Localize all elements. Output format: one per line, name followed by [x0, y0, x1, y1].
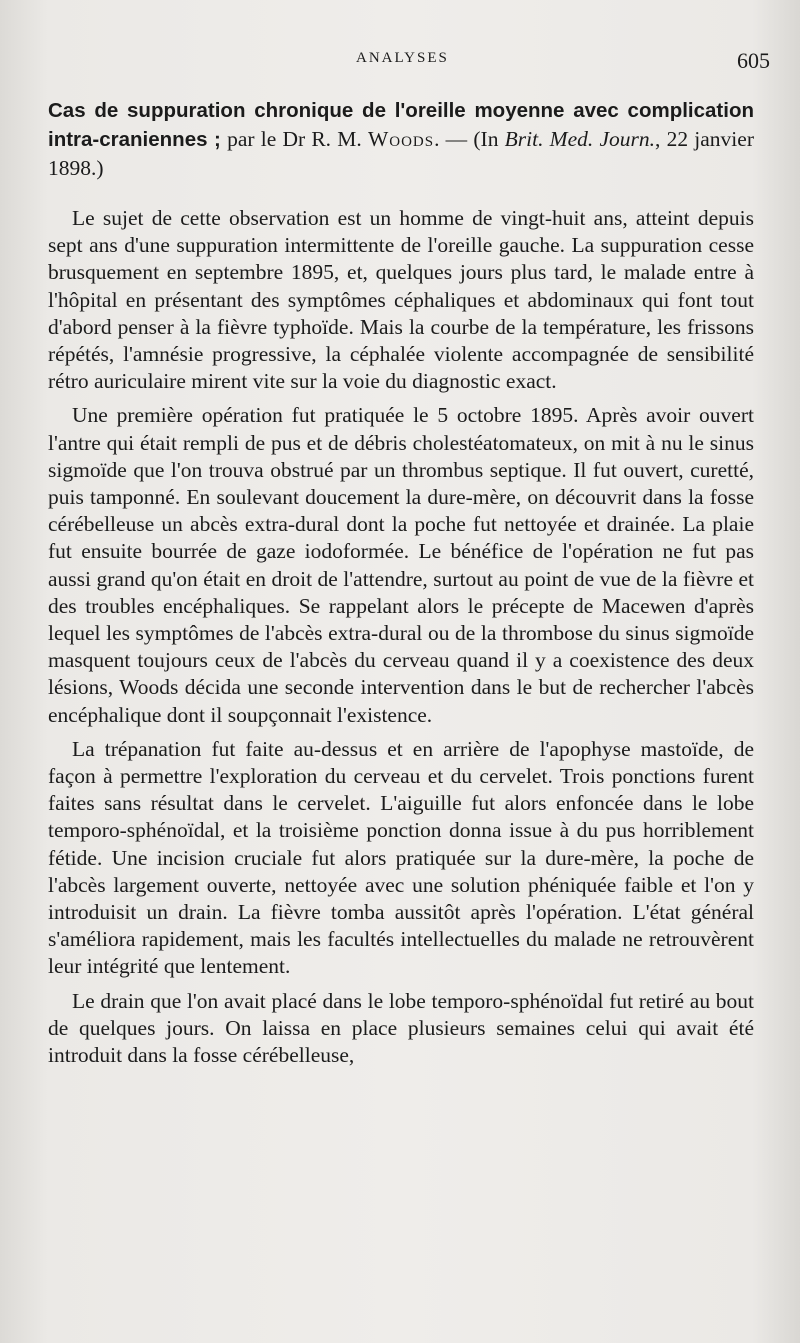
- article-heading: [48, 96, 754, 183]
- running-title: ANALYSES: [356, 50, 449, 66]
- paragraph-2: Une première opération fut pratiquée le 5 octobre 1895. Après avoir ouvert l'antre qui était rempli de pus et de débris cholestéatomateux, on mit à nu le sinus sigmoïde que l'on trouva obstrué par un thrombus septique. Il fut ouvert, curetté, puis tamponné. En soulevant doucement la dure-mère, on découvrit dans la fosse cérébelleuse un abcès extra-dural dont la poche fut nettoyée et drainée. La plaie fut ensuite bourrée de gaze iodoformée. Le bénéfice de l'opération ne fut pas aussi grand qu'on était en droit de l'attendre, surtout au point de vue de la fièvre et des troubles encéphaliques. Se rappelant alors le précepte de Macewen d'après lequel les symptômes de l'abcès extra-dural ou de la thrombose du sinus sigmoïde masquent toujours ceux de l'abcès du cerveau quand il y a coexistence des deux lésions, Woods décida une seconde intervention dans le but de rechercher l'abcès encéphalique dont il soupçonnait l'existence.: [48, 403, 754, 727]
- article: [48, 96, 754, 1076]
- journal-name: Brit. Med. Journ.: [504, 127, 655, 151]
- publication-date: , 22 janvier 1898.): [48, 127, 754, 180]
- author-suffix: . — (In: [434, 127, 505, 151]
- paragraph-4: Le drain que l'on avait placé dans le lobe temporo-sphénoïdal fut retiré au bout de quelques jours. On laissa en place plusieurs semaines celui qui avait été introduit dans la fosse cérébelleuse,: [48, 988, 754, 1068]
- author-name: Woods: [367, 127, 435, 151]
- page-number: 605: [737, 48, 770, 73]
- paragraph-3: La trépanation fut faite au-dessus et en arrière de l'apophyse mastoïde, de façon à permettre l'exploration du cerveau et du cervelet. Trois ponctions furent faites sans résultat dans le cervelet. L'aiguille fut alors enfoncée dans le lobe temporo-sphénoïdal, et la troisième ponction donna issue à du pus horriblement fétide. Une incision cruciale fut alors pratiquée sur la dure-mère, la poche de l'abcès largement ouverte, nettoyée avec une solution phéniquée faible et l'on y introduisit un drain. La fièvre tomba aussitôt après l'opération. L'état général s'améliora rapidement, mais les facultés intellectuelles du malade ne retrouvèrent leur intégrité que lentement.: [48, 736, 754, 979]
- article-title: Cas de suppuration chronique de l'oreille moyenne avec complication intra-craniennes ;: [48, 99, 754, 151]
- paragraph-1: Le sujet de cette observation est un homme de vingt-huit ans, atteint depuis sept ans d'une suppuration intermittente de l'oreille gauche. La suppuration cesse brusquement en septembre 1895, et, quelques jours plus tard, le malade entre à l'hôpital en présentant des symptômes céphaliques et abdominaux qui font tout d'abord penser à la fièvre typhoïde. Mais la courbe de la température, les frissons répétés, l'amnésie progressive, la céphalée violente accompagnée de sensibilité rétro auriculaire mirent vite sur la voie du diagnostic exact.: [48, 206, 754, 394]
- author-prefix: par le Dr R. M.: [220, 127, 368, 151]
- running-head: [0, 48, 800, 76]
